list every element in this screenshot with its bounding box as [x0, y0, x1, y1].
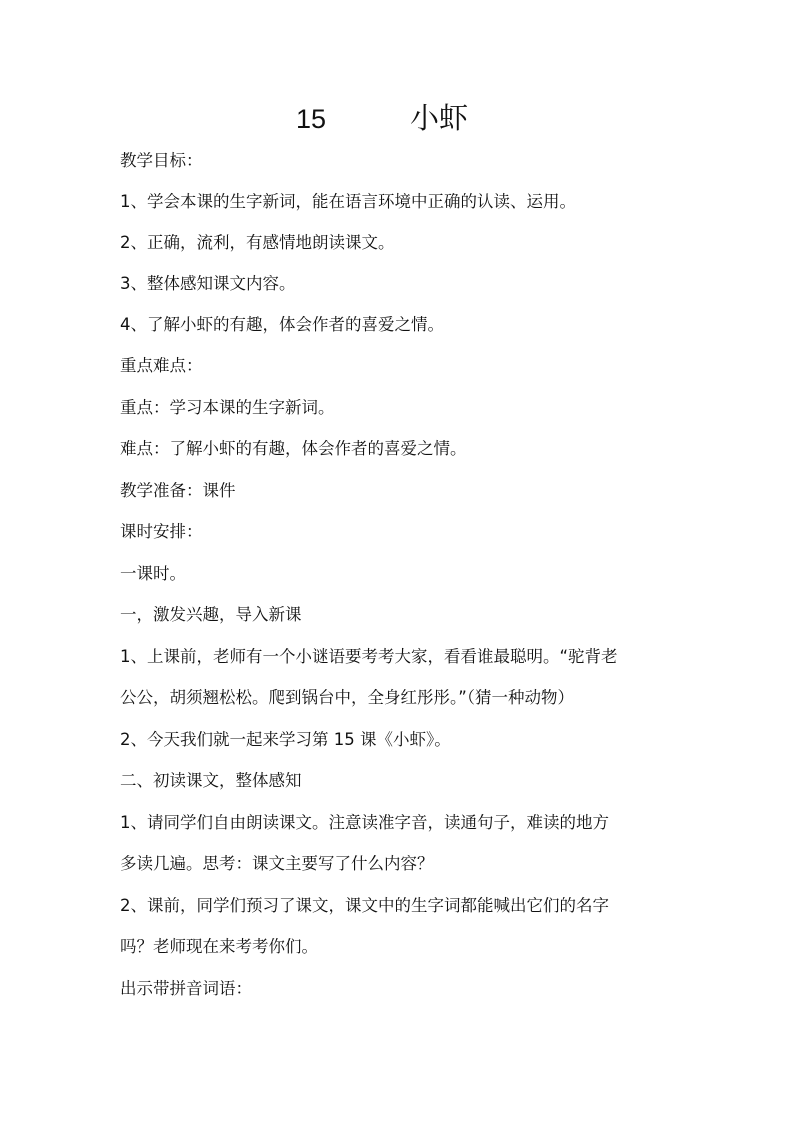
paragraph-line: 吗？老师现在来考考你们。 [120, 937, 318, 956]
lesson-title [0, 98, 794, 142]
schedule-text: 一课时。 [120, 564, 186, 583]
paragraph-line: 1、上课前，老师有一个小谜语要考考大家，看看谁最聪明。“驼背老 [120, 647, 618, 666]
paragraph-line: 出示带拼音词语： [120, 979, 252, 998]
paragraph-line: 1、请同学们自由朗读课文。注意读准字音，读通句子，难读的地方 [120, 813, 609, 832]
difficult-point: 难点：了解小虾的有趣，体会作者的喜爱之情。 [120, 439, 467, 458]
section-heading-objectives: 教学目标： [120, 151, 203, 170]
paragraph-line: 多读几遍。思考：课文主要写了什么内容？ [120, 854, 434, 873]
paragraph-line: 公公，胡须翘松松。爬到锅台中，全身红彤彤。”（猜一种动物） [120, 688, 575, 707]
section-heading-step-1: 一，激发兴趣，导入新课 [120, 605, 302, 624]
lesson-number: 15 [296, 104, 327, 134]
objective-3: 3、整体感知课文内容。 [120, 274, 296, 293]
section-heading-schedule: 课时安排： [120, 522, 203, 541]
key-point: 重点：学习本课的生字新词。 [120, 398, 335, 417]
section-heading-key-points: 重点难点： [120, 356, 203, 375]
teaching-preparation: 教学准备：课件 [120, 481, 236, 500]
lesson-title-text: 小虾 [410, 101, 469, 135]
objective-4: 4、了解小虾的有趣，体会作者的喜爱之情。 [120, 315, 444, 334]
objective-1: 1、学会本课的生字新词，能在语言环境中正确的认读、运用。 [120, 192, 576, 211]
paragraph-line: 2、课前，同学们预习了课文，课文中的生字词都能喊出它们的名字 [120, 896, 609, 915]
section-heading-step-2: 二、初读课文，整体感知 [120, 771, 302, 790]
paragraph-line: 2、今天我们就一起来学习第 15 课《小虾》。 [120, 730, 451, 749]
objective-2: 2、正确，流利，有感情地朗读课文。 [120, 233, 395, 252]
